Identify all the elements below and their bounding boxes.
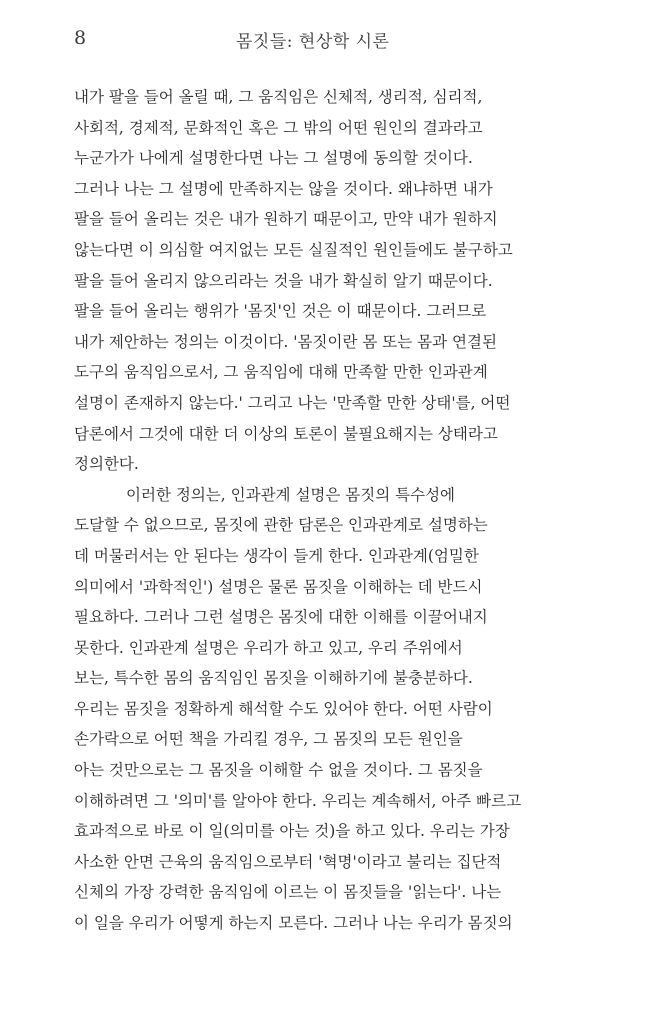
text-line: 못한다. 인과관계 설명은 우리가 하고 있고, 우리 주위에서 — [74, 638, 463, 657]
page-number: 8 — [74, 27, 87, 49]
text-line: 보는, 특수한 몸의 움직임인 몸짓을 이해하기에 불충분하다. — [74, 669, 473, 688]
text-line: 데 머물러서는 안 된다는 생각이 들게 한다. 인과관계(엄밀한 — [74, 546, 479, 565]
running-title: 몸짓들: 현상학 시론 — [236, 32, 390, 52]
body-text — [74, 82, 594, 939]
text-line: 사소한 안면 근육의 움직임으로부터 '혁명'이라고 불리는 집단적 — [74, 852, 502, 871]
text-line: 팔을 들어 올리는 것은 내가 원하기 때문이고, 만약 내가 원하지 — [74, 210, 498, 229]
text-line: 내가 제안하는 정의는 이것이다. '몸짓이란 몸 또는 몸과 연결된 — [74, 332, 497, 351]
text-line: 신체의 가장 강력한 움직임에 이르는 이 몸짓들을 '읽는다'. 나는 — [74, 883, 502, 902]
text-line: 그러나 나는 그 설명에 만족하지는 않을 것이다. 왜냐하면 내가 — [74, 179, 493, 198]
text-line: 손가락으로 어떤 책을 가리킬 경우, 그 몸짓의 모든 원인을 — [74, 730, 463, 749]
text-line: 정의한다. — [74, 455, 139, 474]
text-line: 효과적으로 바로 이 일(의미를 아는 것)을 하고 있다. 우리는 가장 — [74, 822, 510, 841]
text-line: 내가 팔을 들어 올릴 때, 그 움직임은 신체적, 생리적, 심리적, — [74, 88, 483, 106]
text-line: 필요하다. 그러나 그런 설명은 몸짓에 대한 이해를 이끌어내지 — [74, 608, 488, 627]
text-line: 도구의 움직임으로서, 그 움직임에 대해 만족할 만한 인과관계 — [74, 363, 488, 382]
text-line-indented: 이러한 정의는, 인과관계 설명은 몸짓의 특수성에 — [126, 485, 456, 504]
text-line: 도달할 수 없으므로, 몸짓에 관한 담론은 인과관계로 설명하는 — [74, 516, 488, 535]
text-line: 의미에서 '과학적인') 설명은 물론 몸짓을 이해하는 데 반드시 — [74, 577, 483, 596]
text-line: 우리는 몸짓을 정확하게 해석할 수도 있어야 한다. 어떤 사람이 — [74, 699, 493, 718]
text-line: 이해하려면 그 '의미'를 알아야 한다. 우리는 계속해서, 아주 빠르고 — [74, 791, 522, 810]
text-line: 설명이 존재하지 않는다.' 그리고 나는 '만족할 만한 상태'를, 어떤 — [74, 393, 511, 412]
text-line: 담론에서 그것에 대한 더 이상의 토론이 불필요해지는 상태라고 — [74, 424, 498, 443]
text-line: 팔을 들어 올리지 않으리라는 것을 내가 확실히 알기 때문이다. — [74, 271, 493, 290]
text-line: 누군가가 나에게 설명한다면 나는 그 설명에 동의할 것이다. — [74, 149, 473, 168]
text-line: 아는 것만으로는 그 몸짓을 이해할 수 없을 것이다. 그 몸짓을 — [74, 761, 483, 780]
text-line: 이 일을 우리가 어떻게 하는지 모른다. 그러나 나는 우리가 몸짓의 — [74, 914, 513, 933]
text-line: 사회적, 경제적, 문화적인 혹은 그 밖의 어떤 원인의 결과라고 — [74, 118, 483, 137]
text-line: 팔을 들어 올리는 행위가 '몸짓'인 것은 이 때문이다. 그러므로 — [74, 302, 487, 321]
text-line: 않는다면 이 의심할 여지없는 모든 실질적인 원인들에도 불구하고 — [74, 240, 513, 259]
